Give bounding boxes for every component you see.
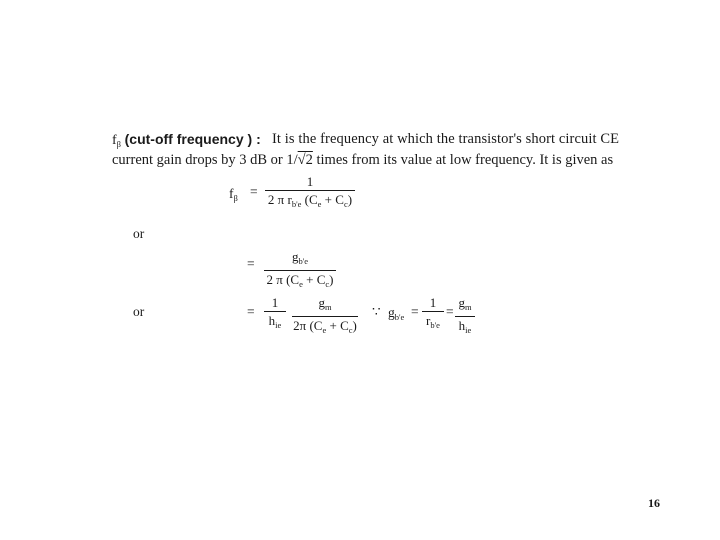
or-label-1: or — [133, 226, 145, 241]
sqrt-two: √2 — [297, 152, 313, 168]
eq1-fraction — [265, 174, 355, 212]
f-beta-symbol: $f_\beta$ — [112, 133, 121, 149]
eq2-fraction — [264, 249, 336, 292]
eq1-denominator: 2 π $r_{b'e}$ $(C_e + C_c)$ — [267, 192, 353, 209]
eq3-fraction-1: 1 $h_{ie}$ — [264, 295, 286, 333]
eq3-rhs-lhs: $g_{b'e}$ — [388, 305, 405, 322]
eq3-fraction-2: $g_m$ 2π $(C_e + C_c)$ — [293, 295, 357, 335]
eq1-lhs: $f_\beta$ — [229, 186, 238, 203]
eq1-equals: = — [250, 184, 258, 199]
or-label-2: or — [133, 304, 145, 319]
eq2-fraction-bar — [264, 270, 336, 271]
page-number: 16 — [648, 496, 660, 510]
eq2-denominator: 2 π $(C_e + C_c)$ — [266, 272, 334, 289]
eq3-fraction-4: $g_m$ $h_{ie}$ — [455, 295, 475, 338]
eq3-rhs-equals: = — [411, 304, 419, 319]
line2-part-a: current gain drops by 3 dB or 1/ — [112, 152, 298, 168]
eq1-numerator: 1 — [306, 174, 314, 189]
definition-heading — [112, 131, 261, 149]
because-symbol: ∵ — [372, 304, 381, 319]
eq2-equals: = — [247, 256, 255, 271]
definition-text-line1: It is the frequency at which the transistor's short circuit CE — [272, 131, 620, 147]
eq1-fraction-bar — [265, 190, 355, 191]
heading-title: (cut-off frequency ) : — [124, 131, 261, 147]
eq3-equals: = — [247, 304, 255, 319]
eq2-numerator: $g_{b'e}$ — [291, 249, 309, 266]
eq3-rhs-equals-2: = — [446, 304, 454, 319]
definition-text-line2 — [112, 152, 613, 169]
eq3-fraction-3: 1 $r_{b'e}$ — [422, 295, 444, 333]
line2-part-b: times from its value at low frequency. It is given as — [316, 152, 614, 168]
